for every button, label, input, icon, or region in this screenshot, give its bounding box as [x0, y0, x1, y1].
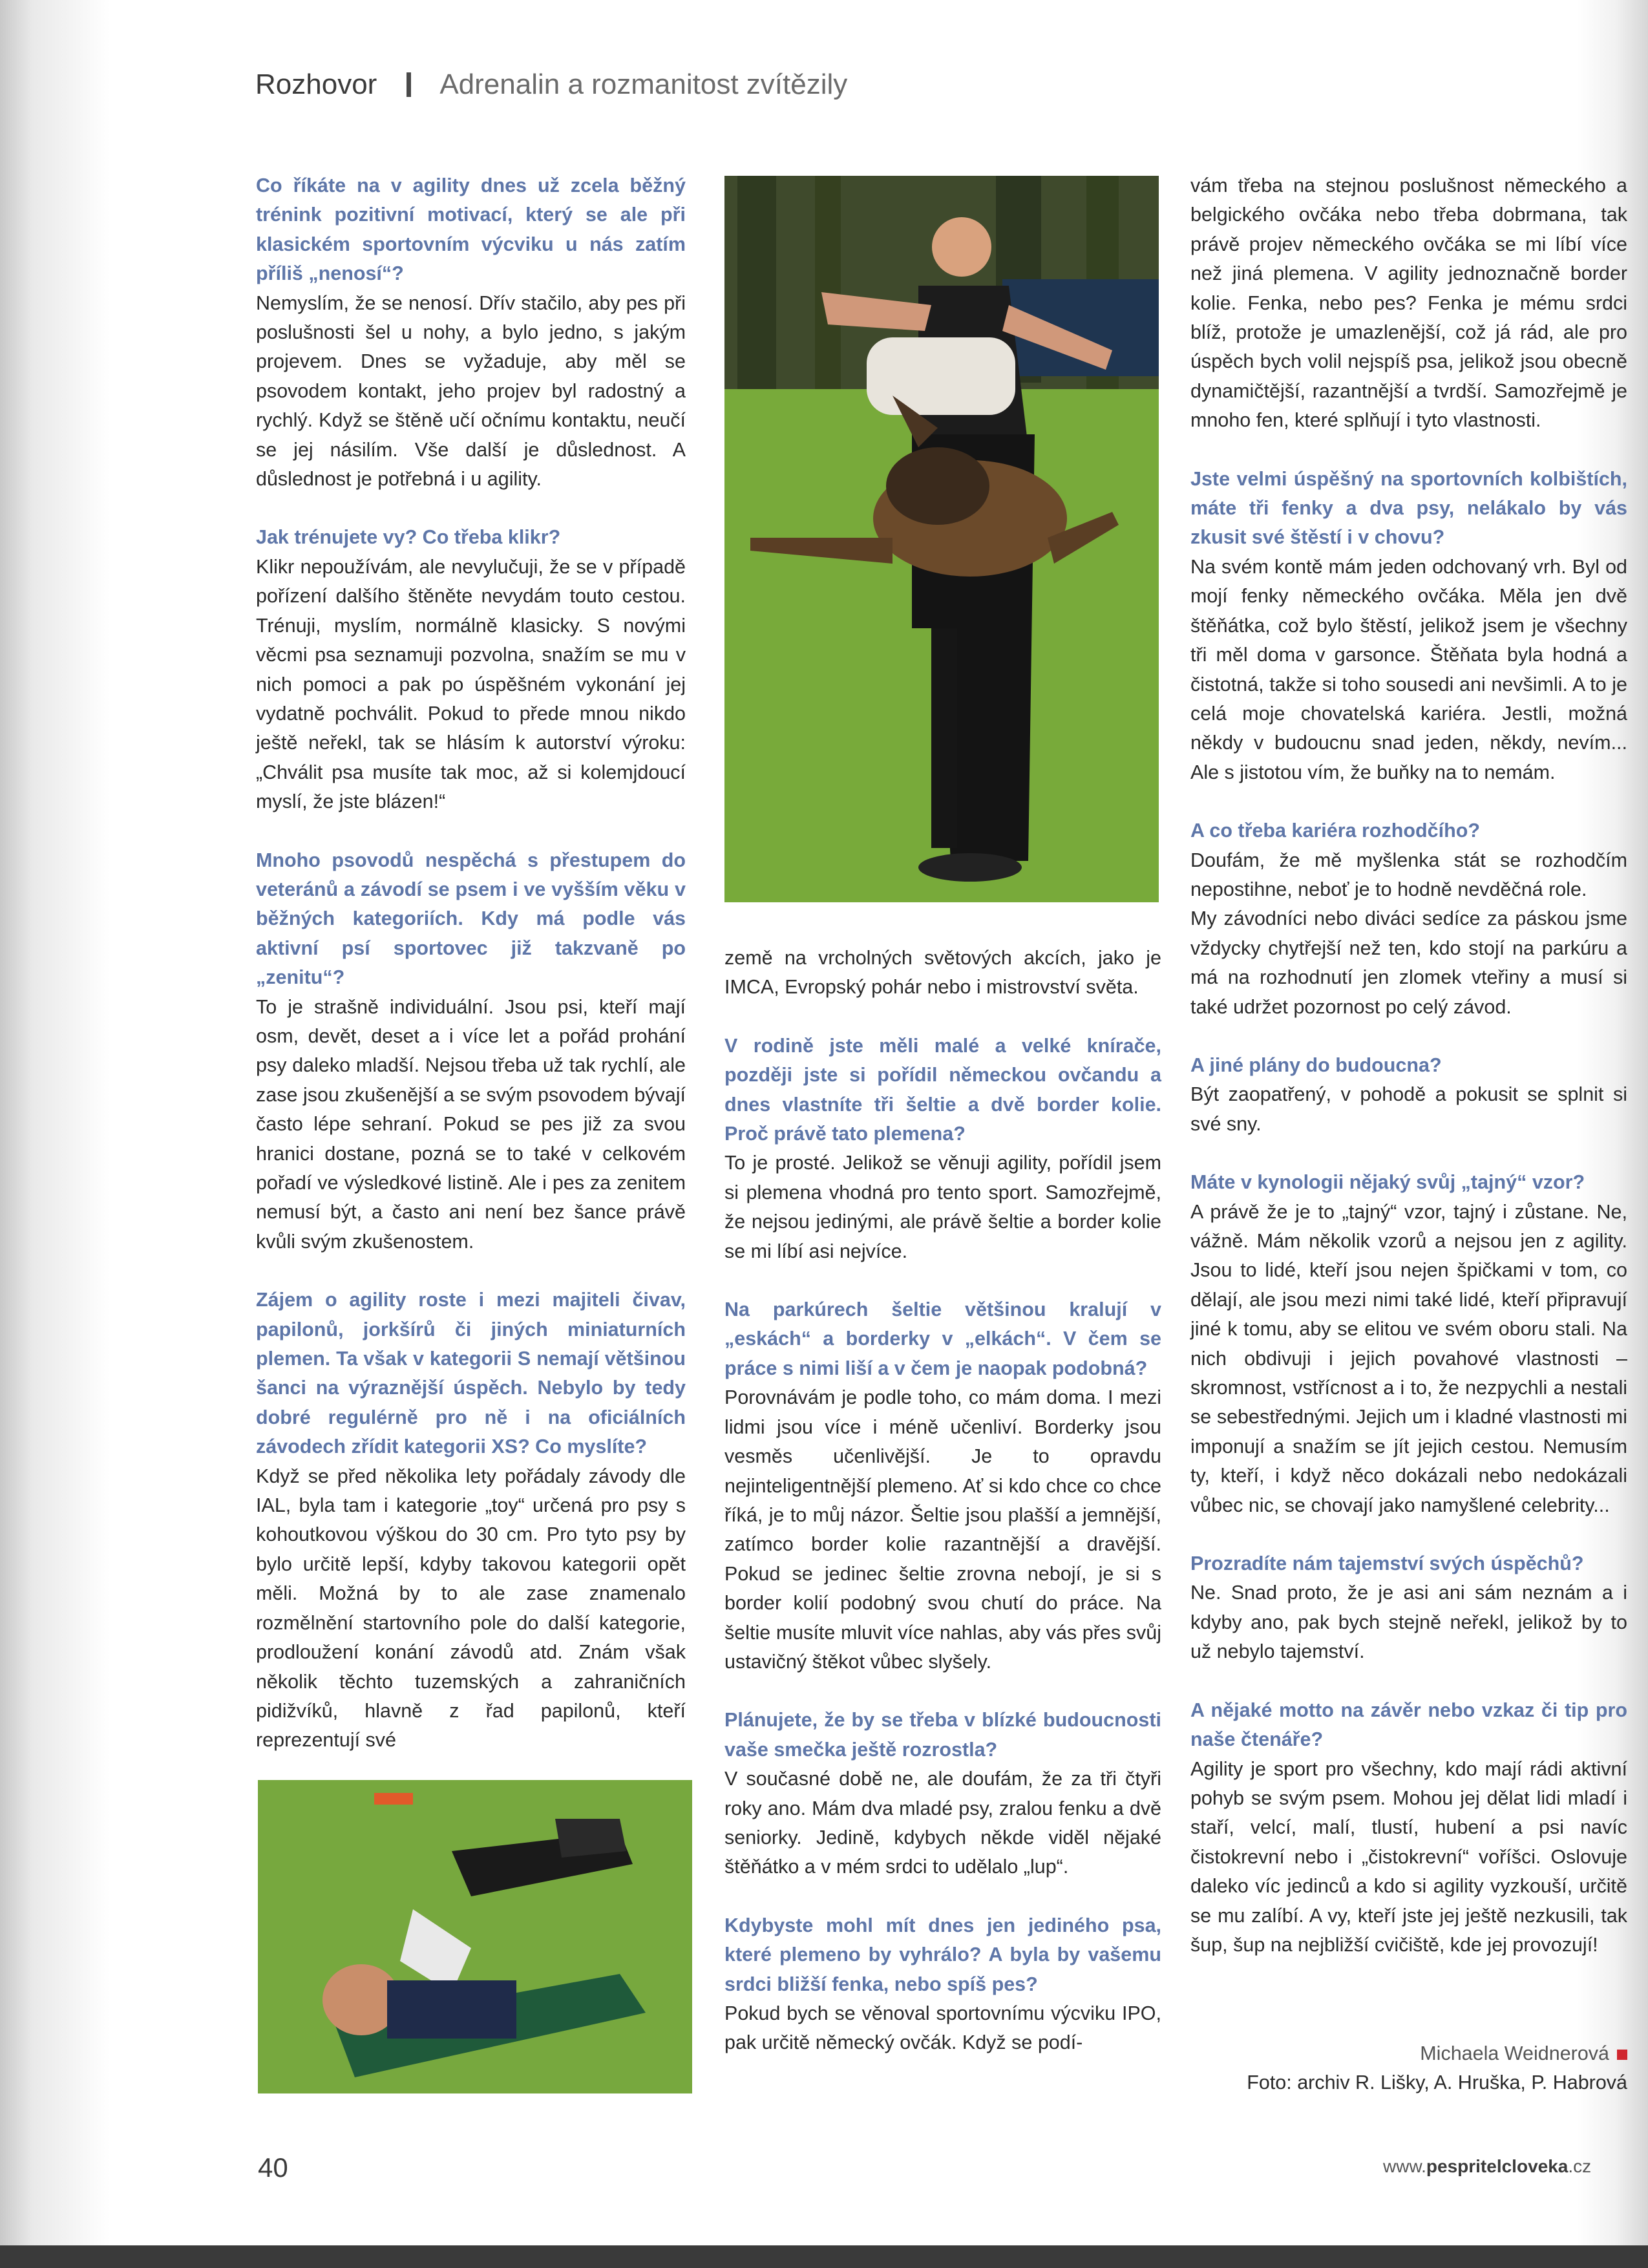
- interview-answer: [1190, 1198, 1627, 1520]
- interview-answer: [724, 944, 1161, 1002]
- answer-paragraph: To je strašně individuální. Jsou psi, kteří mají osm, devět, deset a i více let a pořád prohání psy daleko mladší. Nejsou třeba už tak rychlí, ale zase jsou zkušenější a se svým psovodem bývají často lépe sehraní. Pokud se pes již za svou hranici dostane, pozná se to také v celkovém pořadí ve výsledkové listině. Ale i pes za zenitem nemusí být, a často ani není bez šance právě kvůli svým zkušenostem.: [256, 995, 686, 1253]
- interview-answer: [256, 1462, 686, 1755]
- interview-question: A nějaké motto na závěr nebo vzkaz či tip pro naše čtenáře?: [1190, 1699, 1627, 1751]
- interview-answer: [1190, 171, 1627, 436]
- answer-paragraph: Když se před několika lety pořádaly závody dle IAL, byla tam i kategorie „toy“ určená pro psy s kohoutkovou výškou do 30 cm. Pro tyto psy by bylo určitě lepší, kdyby takovou kategorii opět měli. Možná by to ale zase znamenalo rozmělnění startovního pole do další kategorie, prodloužení konání závodů atd. Znám však několik těchto tuzemských a zahraničních pidižvíků, hlavně z řad papilonů, kteří reprezentují své: [256, 1465, 686, 1752]
- interview-question: Co říkáte na v agility dnes už zcela běžný trénink pozitivní motivací, který se ale při klasickém sportovním výcviku u nás zatím příliš „nenosí“?: [256, 175, 686, 285]
- section-label: Rozhovor: [255, 69, 377, 100]
- interview-answer: [724, 1383, 1161, 1677]
- answer-paragraph: Agility je sport pro všechny, kdo mají rádi aktivní pohyb se svým psem. Mohou jej dělat lidi mladí i staří, velcí, malí, tlustí, hubení a psi navíc čistokrevní nebo i „čistokrevní“ voříšci. Oslovuje daleko víc jedinců a kdo si agility vyzkouší, určitě se mu zalíbí. A vy, kteří jste jej ještě nezkusili, tak šup, šup na nejbližší cvičiště, kde jej provozují!: [1190, 1757, 1627, 1956]
- interview-question: Máte v kynologii nějaký svůj „tajný“ vzor?: [1190, 1171, 1585, 1194]
- interview-answer: [724, 1999, 1161, 2058]
- text-column-1: [256, 171, 686, 1785]
- interview-question: Zájem o agility roste i mezi majiteli čivav, papilonů, jorkšírů či jiných miniaturních plemen. Ta však v kategorii S nemají většinou šanci na výraznější úspěch. Nebylo by tedy dobré regulérně pro ně i na oficiálních závodech zřídit kategorii XS? Co myslíte?: [256, 1289, 686, 1458]
- answer-paragraph: Porovnávám je podle toho, co mám doma. I mezi lidmi jsou více i méně učenliví. Borderky jsou vesměs učenlivější. Je to opravdu nejinteligentnější plemeno. Ať si kdo chce co chce říká, je to můj názor. Šeltie jsou plašší a jemnější, zatímco border kolie razantnější a dravější. Pokud se jedinec šeltie zrovna nebojí, je si s border kolií podobný svou chutí do práce. Na šeltie musíte mluvit více nahlas, aby vás přes svůj ustavičný štěkot vůbec slyšely.: [724, 1386, 1161, 1673]
- interview-question: Prozradíte nám tajemství svých úspěchů?: [1190, 1553, 1584, 1575]
- interview-question: Na parkúrech šeltie většinou kralují v „eskách“ a borderky v „elkách“. V čem se práce s nimi liší a v čem je naopak podobná?: [724, 1298, 1161, 1379]
- answer-paragraph: Na svém kontě mám jeden odchovaný vrh. Byl od mojí fenky německého ovčáka. Měla jen dvě štěňátka, což bylo štěstí, jelikož jsem je všechny tři měl doma v garsonce. Štěňata byla hodná a čistotná, takže si toho sousedi ani nevšimli. A to je celá moje chovatelská kariéra. Jestli, možná někdy v budoucnu snad jeden, někdy, nevím... Ale s jistotou vím, že buňky na to nemám.: [1190, 555, 1627, 783]
- answer-paragraph: Být zaopatřený, v pohodě a pokusit se splnit si své sny.: [1190, 1083, 1627, 1135]
- photo-handler-with-shepherd: [724, 176, 1159, 902]
- interview-question: Plánujete, že by se třeba v blízké budoucnosti vaše smečka ještě rozrostla?: [724, 1709, 1161, 1761]
- answer-paragraph: Klikr nepoužívám, ale nevylučuji, že se v případě pořízení dalšího štěněte nevydám touto cestou. Trénuji, myslím, normálně klasicky. S novými věcmi psa seznamuji pozvolna, snažím se mu v nich pomoci a pak po úspěšném vykonání jej vydatně pochválit. Pokud to přede mnou nikdo ještě neřekl, tak se hlásím k autorství výroku: „Chválit psa musíte tak moc, až si kolemjdoucí myslí, že jste blázen!“: [256, 555, 686, 813]
- answer-paragraph: Doufám, že mě myšlenka stát se rozhodčím nepostihne, neboť je to hodně nevděčná role.: [1190, 849, 1627, 900]
- interview-question: Jak trénujete vy? Co třeba klikr?: [256, 526, 561, 549]
- interview-question: Jste velmi úspěšný na sportovních kolbištích, máte tři fenky a dva psy, nelákalo by vás zkusit své štěstí i v chovu?: [1190, 467, 1627, 549]
- interview-answer: [724, 1149, 1161, 1266]
- answer-paragraph: Nemyslím, že se nenosí. Dřív stačilo, aby pes při poslušnosti šel u nohy, a bylo jedno, s jakým projevem. Dnes se vyžaduje, aby měl se psovodem kontakt, jeho projev byl radostný a rychlý. Když se štěně učí očnímu kontaktu, neučí se jej násilím. Vše další je důslednost. A důslednost je potřebná i u agility.: [256, 291, 686, 491]
- footer-url[interactable]: [1383, 2156, 1591, 2177]
- answer-paragraph: A právě že je to „tajný“ vzor, tajný i zůstane. Ne, vážně. Mám několik vzorů a nejsou jen z agility. Jsou to lidé, kteří jsou nejen špičkami v tom, co dělají, ale jsou mezi nimi také lidé, kteří připravují jiné k tomu, aby se elitou ve svém oboru stali. Na nich obdivuji i jejich povahové vlastnosti – skromnost, vstřícnost a i to, že nezpychli a nestali se sebestřednými. Jejich um i kladné vlastnosti mi imponují a snažím se jít jejich cestou. Nemusím ty, kteří, i když něco dokázali nebo nedokázali vůbec nic, se chovají jako namyšlené celebrity...: [1190, 1200, 1627, 1516]
- text-column-2: [724, 944, 1161, 2087]
- answer-paragraph: V současné době ne, ale doufám, že za tři čtyři roky ano. Mám dva mladé psy, zralou fenku a dvě seniorky. Jedině, kdybych někde viděl nějaké štěňátko a v mém srdci to udělalo „lup“.: [724, 1768, 1161, 1878]
- answer-paragraph: To je prosté. Jelikož se věnuji agility, pořídil jsem si plemena vhodná pro tento sport. Samozřejmě, že nejsou jedinými, ale právě šeltie a border kolie se mi líbí asi nejvíce.: [724, 1152, 1161, 1262]
- header-divider: [407, 72, 411, 97]
- interview-question: A jiné plány do budoucna?: [1190, 1054, 1442, 1076]
- interview-answer: [256, 289, 686, 494]
- interview-answer: [1190, 553, 1627, 787]
- interview-question: A co třeba kariéra rozhodčího?: [1190, 820, 1480, 842]
- page-number: 40: [258, 2152, 288, 2183]
- interview-answer: [724, 1765, 1161, 1882]
- text-column-3: [1190, 171, 1627, 1989]
- interview-answer: [256, 993, 686, 1257]
- author-name: Michaela Weidnerová: [1420, 2042, 1609, 2064]
- interview-answer: [1190, 1755, 1627, 1960]
- photo-credit: Foto: archiv R. Lišky, A. Hruška, P. Habrová: [1247, 2072, 1627, 2093]
- scan-edge: [0, 2245, 1648, 2268]
- end-mark-icon: [1617, 2050, 1627, 2060]
- url-prefix: www.: [1383, 2156, 1426, 2176]
- interview-answer: [1190, 1080, 1627, 1139]
- answer-paragraph: vám třeba na stejnou poslušnost německého a belgického ovčáka nebo třeba dobrmana, tak právě projev německého ovčáka se mi líbí více než jiná plemena. V agility jednoznačně border kolie. Fenka, nebo pes? Fenka je mému srdci blíž, protože je umazlenější, což já rád, ale pro úspěch bych volil nejspíš psa, jelikož jsou obecně dynamičtější, razantnější a tvrdší. Samozřejmě je mnoho fen, které splňují i tyto vlastnosti.: [1190, 175, 1627, 432]
- interview-answer: [1190, 846, 1627, 1022]
- answer-paragraph: My závodníci nebo diváci sedíce za páskou jsme vždycky chytřejší než ten, kdo stojí na parkúru a má na rozhodnutí jen zlomek vteřiny a musí si také udržet pozornost po celý závod.: [1190, 907, 1627, 1018]
- interview-question: V rodině jste měli malé a velké knírače, později jste si pořídil německou ovčandu a dnes vlastníte tři šeltie a dvě border kolie. Proč právě tato plemena?: [724, 1034, 1161, 1145]
- interview-question: Kdybyste mohl mít dnes jen jediného psa, které plemeno by vyhrálo? A byla by vašemu srdci bližší fenka, nebo spíš pes?: [724, 1914, 1161, 1995]
- url-suffix: .cz: [1568, 2156, 1592, 2176]
- url-domain: pespritelcloveka: [1426, 2156, 1569, 2176]
- article-title: Adrenalin a rozmanitost zvítězily: [439, 69, 848, 100]
- photo-handler-on-grass: [258, 1780, 692, 2093]
- photo-illustration-2: [258, 1780, 692, 2093]
- answer-paragraph: země na vrcholných světových akcích, jako je IMCA, Evropský pohár nebo i mistrovství světa.: [724, 947, 1161, 999]
- photo-illustration: [724, 176, 1159, 902]
- interview-answer: [256, 553, 686, 817]
- answer-paragraph: Ne. Snad proto, že je asi ani sám neznám a i kdyby ano, pak bych stejně neřekl, jelikož by to už nebylo tajemství.: [1190, 1582, 1627, 1663]
- article-signature: [1190, 2039, 1627, 2097]
- interview-answer: [1190, 1578, 1627, 1666]
- page-header: [255, 62, 847, 107]
- answer-paragraph: Pokud bych se věnoval sportovnímu výcviku IPO, pak určitě německý ovčák. Když se podí-: [724, 2002, 1161, 2054]
- interview-question: Mnoho psovodů nespěchá s přestupem do veteránů a závodí se psem i ve vyšším věku v běžných kategoriích. Kdy má podle vás aktivní psí sportovec již takzvaně po „zenitu“?: [256, 849, 686, 989]
